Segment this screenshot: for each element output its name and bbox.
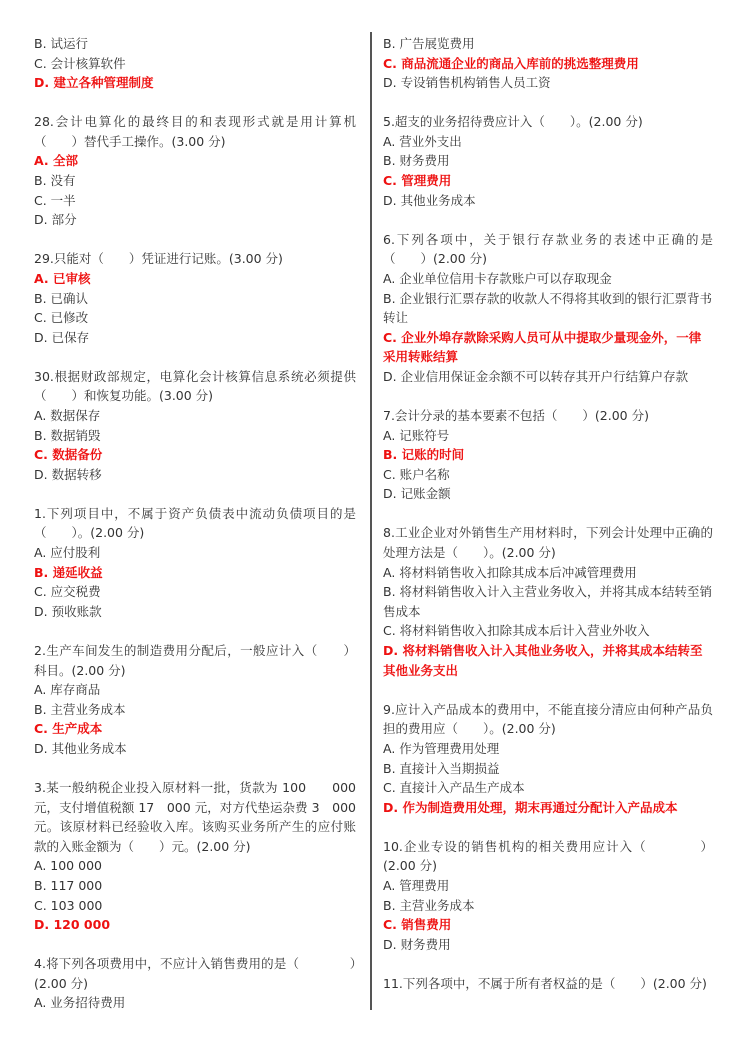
option-d: D. 其他业务成本 (383, 192, 476, 208)
option-b-correct: B. 记账的时间 (383, 447, 465, 463)
option-c: C. 103 000 (34, 897, 103, 913)
question-9 (383, 700, 713, 818)
option-b: B. 数据销毁 (34, 427, 101, 443)
option-c: C. 应交税费 (34, 584, 101, 600)
option-c: C. 账户名称 (383, 466, 450, 482)
question-27-tail (34, 34, 356, 93)
option-d: D. 财务费用 (383, 936, 451, 952)
option-c: C. 直接计入产品生产成本 (383, 780, 525, 796)
option-d: D. 记账金额 (383, 486, 451, 502)
option-c-correct: C. 生产成本 (34, 721, 103, 737)
question-stem: 4.将下列各项费用中，不应计入销售费用的是（ ）(2.00 分) (34, 956, 356, 991)
option-a: A. 100 000 (34, 858, 102, 874)
option-b: B. 财务费用 (383, 153, 450, 169)
option-d: D. 已保存 (34, 329, 90, 345)
question-stem: 29.只能对（ ）凭证进行记账。(3.00 分) (34, 251, 283, 267)
question-stem: 30.根据财政部规定，电算化会计核算信息系统必须提供（ ）和恢复功能。(3.00 分) (34, 368, 356, 404)
question-stem: 6.下列各项中，关于银行存款业务的表述中正确的是（ ）(2.00 分) (383, 231, 713, 267)
left-column (34, 34, 356, 1033)
question-stem: 11.下列各项中，不属于所有者权益的是（ ）(2.00 分) (383, 975, 707, 991)
option-b: B. 广告展览费用 (383, 36, 475, 51)
option-d: D. 数据转移 (34, 466, 102, 482)
question-1 (34, 504, 356, 622)
option-a: A. 企业单位信用卡存款账户可以存取现金 (383, 270, 612, 286)
option-b: B. 试运行 (34, 36, 89, 51)
option-b: B. 主营业务成本 (34, 701, 126, 717)
option-b: B. 没有 (34, 173, 76, 189)
option-c-correct: C. 销售费用 (383, 917, 452, 933)
question-4 (34, 954, 356, 1013)
option-b: B. 已确认 (34, 290, 89, 306)
option-a: A. 将材料销售收入扣除其成本后冲减管理费用 (383, 564, 637, 580)
option-b: B. 直接计入当期损益 (383, 760, 500, 776)
question-3 (34, 778, 356, 935)
option-a-correct: A. 已审核 (34, 270, 91, 286)
question-6 (383, 230, 713, 387)
option-c: C. 已修改 (34, 310, 89, 326)
option-c-correct: C. 管理费用 (383, 173, 452, 189)
option-d-correct: D. 将材料销售收入计入其他业务收入，并将其成本结转至其他业务支出 (383, 643, 703, 678)
option-a: A. 库存商品 (34, 682, 101, 698)
question-29 (34, 249, 356, 347)
option-d-correct: D. 120 000 (34, 917, 111, 933)
option-b: B. 将材料销售收入计入主营业务收入，并将其成本结转至销售成本 (383, 584, 713, 619)
question-8 (383, 523, 713, 680)
option-b: B. 企业银行汇票存款的收款人不得将其收到的银行汇票背书转让 (383, 290, 713, 326)
option-c-correct: C. 企业外埠存款除采购人员可从中提取少量现金外，一律采用转账结算 (383, 329, 702, 365)
column-divider (370, 32, 372, 1010)
option-a: A. 记账符号 (383, 427, 450, 443)
option-d: D. 部分 (34, 212, 77, 228)
question-stem: 10.企业专设的销售机构的相关费用应计入（ ）(2.00 分) (383, 838, 713, 874)
option-c: C. 将材料销售收入扣除其成本后计入营业外收入 (383, 623, 650, 639)
option-d-correct: D. 建立各种管理制度 (34, 75, 154, 91)
option-b-correct: B. 递延收益 (34, 564, 103, 580)
option-c-correct: C. 商品流通企业的商品入库前的挑选整理费用 (383, 55, 639, 71)
option-d: D. 专设销售机构销售人员工资 (383, 75, 551, 91)
option-d: D. 预收账款 (34, 603, 102, 619)
question-10 (383, 837, 713, 955)
option-d-correct: D. 作为制造费用处理，期末再通过分配计入产品成本 (383, 799, 678, 815)
option-a-correct: A. 全部 (34, 153, 79, 169)
option-c: C. 一半 (34, 192, 76, 208)
right-column (383, 34, 713, 1013)
question-stem: 3.某一般纳税企业投入原材料一批，货款为 100 000 元，支付增值税额 17 000 元，对方代垫运杂费 3 000 元。该原材料已经验收入库。该购买业务所产生的应付账款的入账金额为（ ）元。(2.00 分) (34, 780, 356, 854)
option-c: C. 会计核算软件 (34, 55, 126, 71)
question-stem: 8.工业企业对外销售生产用材料时，下列会计处理中正确的处理方法是（ ）。(2.00 分) (383, 525, 713, 561)
question-5 (383, 112, 713, 210)
option-b: B. 主营业务成本 (383, 897, 475, 913)
question-2 (34, 641, 356, 759)
question-stem: 2.生产车间发生的制造费用分配后，一般应计入（ ）科目。(2.00 分) (34, 642, 356, 678)
question-stem: 1.下列项目中，不属于资产负债表中流动负债项目的是（ ）。(2.00 分) (34, 505, 356, 541)
option-a: A. 应付股利 (34, 545, 101, 561)
option-a: A. 营业外支出 (383, 133, 462, 149)
option-a: A. 业务招待费用 (34, 995, 126, 1011)
question-7 (383, 406, 713, 504)
question-stem: 28.会计电算化的最终目的和表现形式就是用计算机（ ）替代手工操作。(3.00 分) (34, 114, 356, 149)
question-stem: 9.应计入产品成本的费用中，不能直接分清应由何种产品负担的费用应（ ）。(2.00 分) (383, 701, 713, 737)
question-stem: 7.会计分录的基本要素不包括（ ）(2.00 分) (383, 408, 649, 423)
question-11 (383, 974, 713, 994)
option-c-correct: C. 数据备份 (34, 447, 103, 463)
option-a: A. 作为管理费用处理 (383, 740, 500, 756)
option-d: D. 其他业务成本 (34, 740, 127, 756)
question-28 (34, 112, 356, 230)
question-30 (34, 367, 356, 485)
question-stem: 5.超支的业务招待费应计入（ ）。(2.00 分) (383, 114, 643, 130)
option-a: A. 数据保存 (34, 408, 101, 423)
option-d: D. 企业信用保证金余额不可以转存其开户行结算户存款 (383, 368, 689, 384)
option-b: B. 117 000 (34, 877, 103, 893)
option-a: A. 管理费用 (383, 877, 450, 893)
question-4-tail (383, 34, 713, 93)
